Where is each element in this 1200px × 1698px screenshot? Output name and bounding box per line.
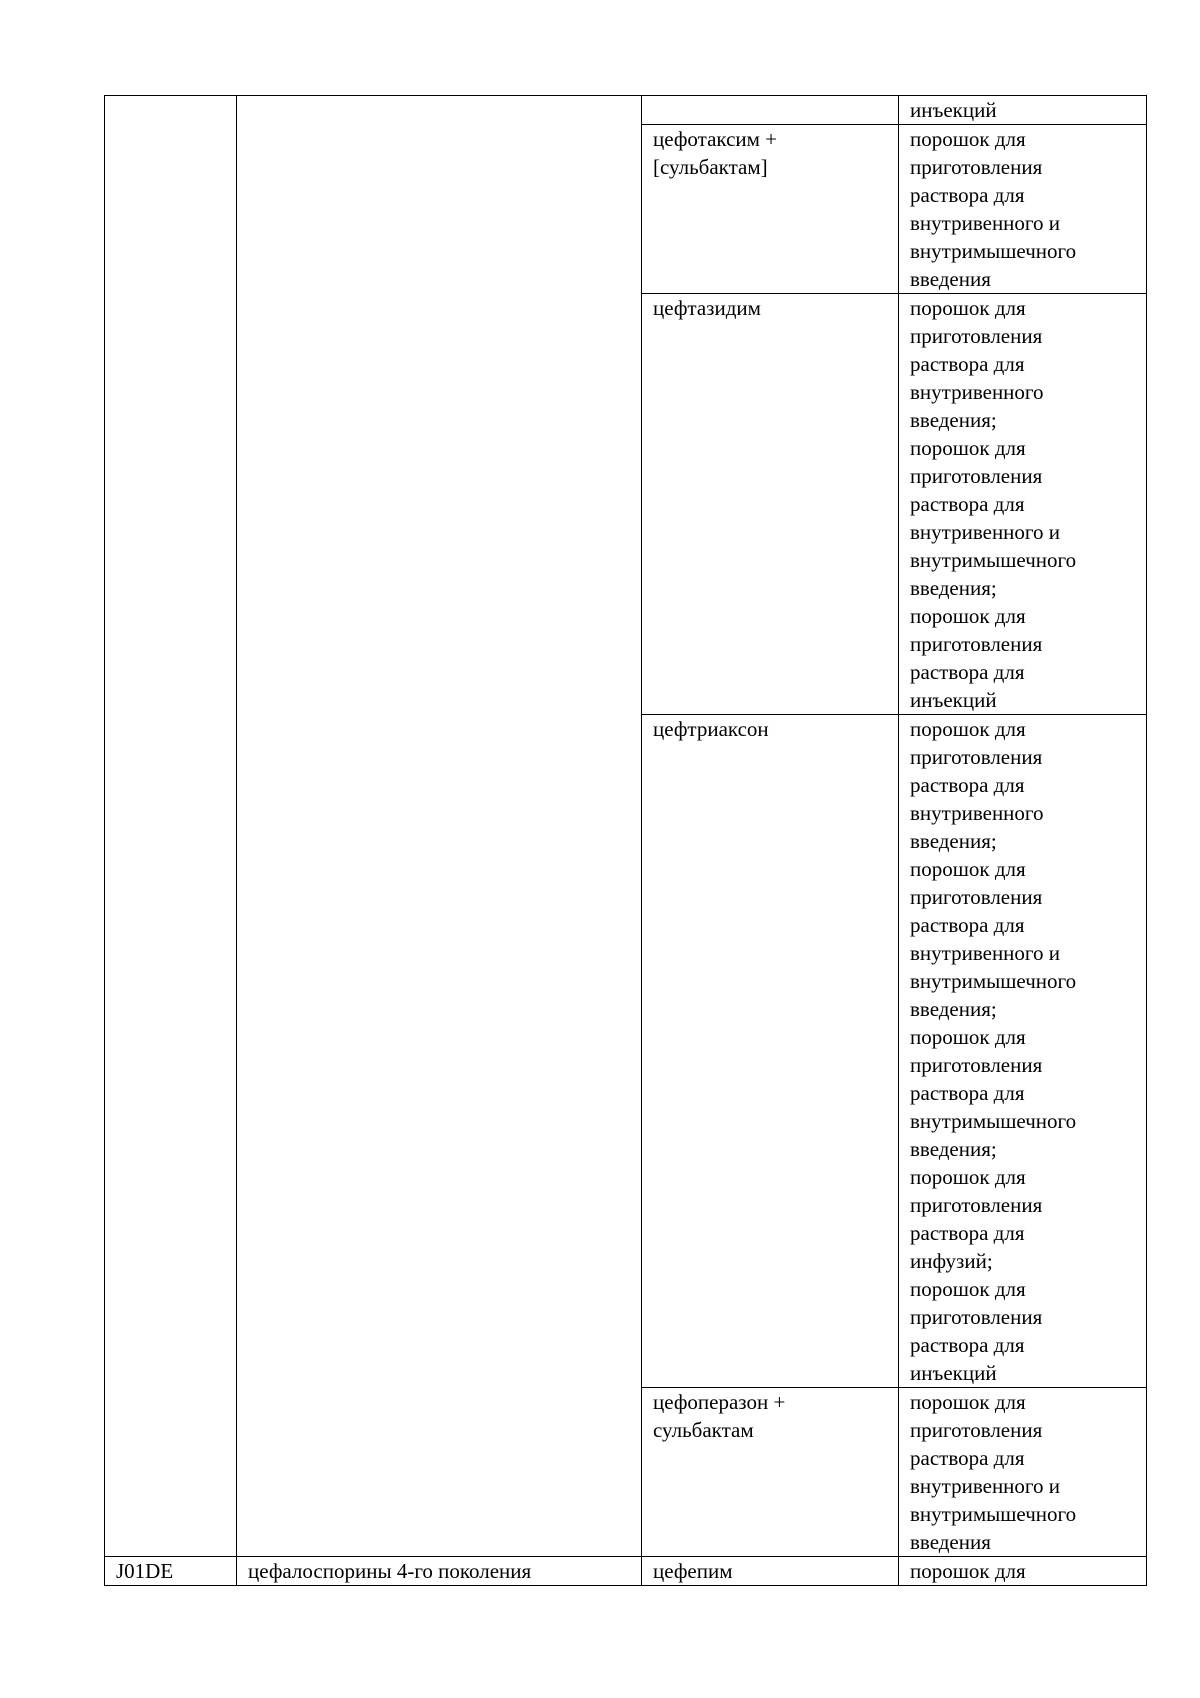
dosage-form-cell: порошок для [899, 1557, 1147, 1586]
dosage-form-cell: порошок для приготовления раствора для внутривенного и внутримышечного введения [899, 125, 1147, 294]
atc-code-cell: J01DE [105, 1557, 237, 1586]
drug-name-cell: цефепим [642, 1557, 899, 1586]
dosage-form-cell: порошок для приготовления раствора для внутривенного введения; порошок для приготовления раствора для внутривенного и внутримышечного введения; порошок для приготовления раствора для инъекций [899, 294, 1147, 715]
drug-name-cell [642, 96, 899, 125]
drug-name-cell: цефтазидим [642, 294, 899, 715]
table-row [105, 96, 1147, 125]
dosage-form-cell: порошок для приготовления раствора для внутривенного введения; порошок для приготовления раствора для внутривенного и внутримышечного введения; порошок для приготовления раствора для внутримышечного введения; порошок для приготовления раствора для инфузий; порошок для приготовления раствора для инъекций [899, 715, 1147, 1388]
table-row [105, 1557, 1147, 1586]
drug-table [104, 95, 1147, 1586]
drug-name-cell: цефтриаксон [642, 715, 899, 1388]
drug-name-cell: цефоперазон + сульбактам [642, 1388, 899, 1557]
dosage-form-cell: порошок для приготовления раствора для внутривенного и внутримышечного введения [899, 1388, 1147, 1557]
drug-group-cell: цефалоспорины 4-го поколения [237, 1557, 642, 1586]
drug-name-cell: цефотаксим + [сульбактам] [642, 125, 899, 294]
dosage-form-cell: инъекций [899, 96, 1147, 125]
group-cell-continued [237, 96, 642, 1557]
code-cell-continued [105, 96, 237, 1557]
